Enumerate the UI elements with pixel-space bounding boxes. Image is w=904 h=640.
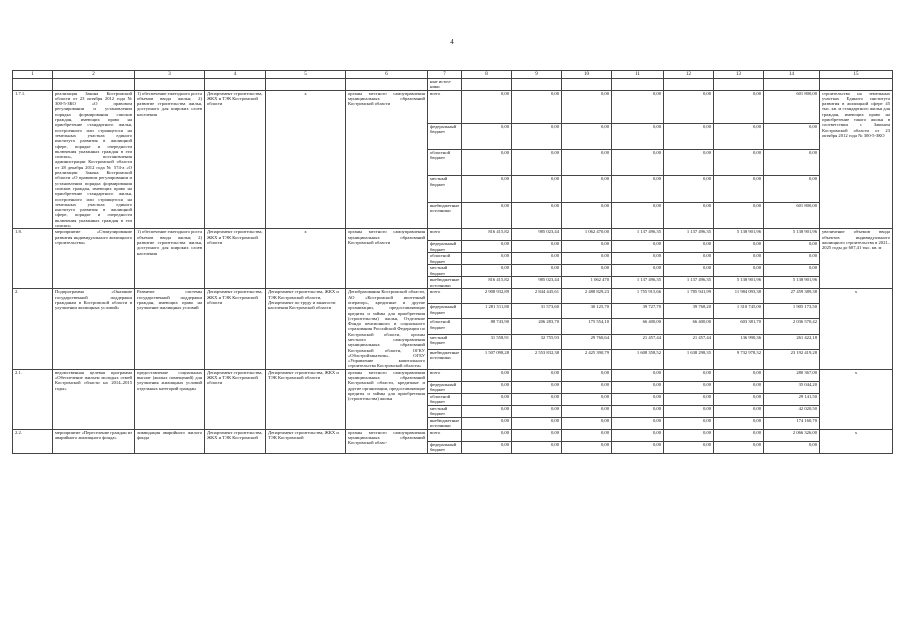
amount-cell: 2 066 326,00 [764, 429, 820, 441]
amount-cell: 0,00 [612, 90, 664, 123]
amount-cell: 0,00 [512, 393, 562, 405]
amount-cell: 1 638 298,35 [664, 349, 714, 369]
column-number-row [13, 71, 893, 79]
amount-cell: 0,00 [562, 417, 612, 429]
table-row [13, 90, 893, 123]
column-number: 12 [664, 71, 714, 79]
amount-cell: 0,00 [714, 265, 764, 277]
co-executor: х [266, 229, 346, 289]
page-number: 4 [450, 38, 454, 46]
source-label: внебюджетные источники [428, 417, 462, 429]
amount-cell: 2 844 445,61 [512, 289, 562, 304]
amount-cell: 0,00 [462, 150, 512, 176]
amount-cell: 0,00 [664, 123, 714, 149]
row-number: 1.7.1. [13, 90, 53, 229]
amount-cell: 0,00 [714, 150, 764, 176]
amount-cell: 1 137 496,35 [664, 229, 714, 241]
activity-name: ведомственная целевая программа «Обеспечение жильем молодых семей Костромской области на 2014–2015 годы» [53, 369, 135, 429]
amount-cell: 0,00 [612, 417, 664, 429]
amount-cell: 0,00 [562, 253, 612, 265]
amount-cell: 0,00 [714, 405, 764, 417]
co-executor: х [266, 90, 346, 229]
row-number: 2. [13, 289, 53, 369]
amount-cell: 27 459 389,38 [764, 289, 820, 304]
amount-cell: 0,00 [612, 176, 664, 202]
co-executor: Департамент строительства, ЖКХ и ТЭК Костромской области [266, 369, 346, 429]
amount-cell: 0,00 [562, 241, 612, 253]
amount-cell: 0,00 [462, 393, 512, 405]
amount-cell: 0,00 [764, 441, 820, 453]
column-number: 1 [13, 71, 53, 79]
amount-cell: 0,00 [462, 369, 512, 381]
table-row [13, 229, 893, 241]
amount-cell: 0,00 [512, 150, 562, 176]
amount-cell: 0,00 [512, 123, 562, 149]
source-label: федеральный бюджет [428, 304, 462, 319]
amount-cell: 261 422,18 [764, 334, 820, 349]
amount-cell: 1 137 496,35 [612, 229, 664, 241]
amount-cell: 0,00 [664, 265, 714, 277]
amount-cell: 0,00 [562, 265, 612, 277]
amount-cell: 31 558,91 [462, 334, 512, 349]
row-number: 1.8. [13, 229, 53, 289]
amount-cell: 0,00 [664, 381, 714, 393]
source-label: областной бюджет [428, 393, 462, 405]
column-number: 5 [266, 71, 346, 79]
amount-cell: 0,00 [664, 202, 714, 228]
source-label: федеральный бюджет [428, 381, 462, 393]
amount-cell: 0,00 [664, 241, 714, 253]
amount-cell: 0,00 [562, 150, 612, 176]
amount-cell: 0,00 [512, 253, 562, 265]
column-number: 9 [512, 71, 562, 79]
amount-cell: 0,00 [512, 417, 562, 429]
amount-cell: 136 990,36 [714, 334, 764, 349]
amount-cell: 0,00 [664, 393, 714, 405]
amount-cell: 0,00 [764, 150, 820, 176]
participants: органы местного самоуправления муниципальных образований Костромской области [346, 229, 428, 289]
amount-cell: 175 554,10 [562, 319, 612, 334]
participants: органы местного самоуправления муниципальных образований Костромской области [346, 90, 428, 229]
column-number: 14 [764, 71, 820, 79]
amount-cell: 1 905 173,50 [764, 304, 820, 319]
amount-cell: 985 023,44 [512, 277, 562, 289]
amount-cell: 21 457,44 [612, 334, 664, 349]
amount-cell: 0,00 [664, 253, 714, 265]
source-label: ные источ-ники [428, 79, 462, 91]
co-executor: Департамент строительства, ЖКХ и ТЭК Костромской области, Департамент по труду и занятости населения Костромской области [266, 289, 346, 369]
amount-cell: 174 160,70 [764, 417, 820, 429]
amount-cell: 0,00 [764, 265, 820, 277]
amount-cell: 0,00 [612, 265, 664, 277]
amount-cell: 0,00 [512, 369, 562, 381]
amount-cell: 29 760,64 [562, 334, 612, 349]
amount-cell: 0,00 [714, 441, 764, 453]
amount-cell: 816 415,82 [462, 229, 512, 241]
source-label: федеральный бюджет [428, 441, 462, 453]
objective: Развитие системы государственной поддержки граждан, имеющих право на улучшение жилищных условий [135, 289, 205, 369]
amount-cell: 0,00 [562, 202, 612, 228]
amount-cell: 0,00 [612, 441, 664, 453]
row-number: 2.1. [13, 369, 53, 429]
amount-cell: 0,00 [612, 381, 664, 393]
column-number: 4 [205, 71, 266, 79]
amount-cell: 0,00 [664, 176, 714, 202]
activity-name: мероприятие «Переселение граждан из аварийного жилищного фонда» [53, 429, 135, 453]
amount-cell: 0,00 [462, 241, 512, 253]
expected-result: х [820, 429, 893, 453]
amount-cell: 0,00 [562, 405, 612, 417]
amount-cell: 0,00 [512, 405, 562, 417]
participants: Депобразования Костромской области, АО «Костромской ипотечный оператор», кредитные и другие организации, предоставляющие кредиты и займы для приобретения (строительства) жилья, Отделение Фонда пенсионного и социального страхования Российской Федерации по Костромской области, органы местного самоуправления муниципальных образований Костромской области, ОГКУ «Облстройзаказчик», ОГБУ «Управление капитального строительства Костромской области» [346, 289, 428, 369]
amount-cell: 0,00 [714, 253, 764, 265]
responsible-executor: Департамент строительства, ЖКХ и ТЭК Костромской области [205, 90, 266, 229]
amount-cell: 0,00 [512, 381, 562, 393]
source-label: всего [428, 429, 462, 441]
amount-cell: 0,00 [612, 393, 664, 405]
amount-cell: 39 768,20 [664, 304, 714, 319]
amount-cell: 0,00 [462, 265, 512, 277]
amount-cell: 0,00 [462, 176, 512, 202]
amount-cell: 0,00 [512, 241, 562, 253]
source-label: областной бюджет [428, 253, 462, 265]
amount-cell: 0,00 [714, 429, 764, 441]
amount-cell: 0,00 [714, 90, 764, 123]
amount-cell: 1 507 098,28 [462, 349, 512, 369]
source-label: местный бюджет [428, 334, 462, 349]
participants: органы местного самоуправления муниципальных образований Костромской облас- [346, 429, 428, 453]
amount-cell: 0,00 [562, 176, 612, 202]
amount-cell: 0,00 [714, 176, 764, 202]
table-row [13, 429, 893, 441]
source-label: всего [428, 289, 462, 304]
amount-cell: 0,00 [462, 381, 512, 393]
amount-cell: 0,00 [664, 429, 714, 441]
amount-cell: 1 281 511,80 [462, 304, 512, 319]
source-label: местный бюджет [428, 405, 462, 417]
column-number: 7 [428, 71, 462, 79]
continuation-row [13, 79, 893, 91]
column-number: 10 [562, 71, 612, 79]
source-label: местный бюджет [428, 265, 462, 277]
amount-cell: 2 553 832,38 [512, 349, 562, 369]
amount-cell: 5 138 901,96 [714, 229, 764, 241]
amount-cell: 0,00 [562, 381, 612, 393]
amount-cell: 0,00 [764, 123, 820, 149]
amount-cell: 0,00 [512, 429, 562, 441]
amount-cell: 0,00 [714, 393, 764, 405]
participants: органы местного самоуправления муниципальных образований Костромской области, кредитные и другие организации, предоставляющие кредиты и займы для приобретения (строительства) жилья [346, 369, 428, 429]
amount-cell: 35 044,20 [764, 381, 820, 393]
source-label: внебюджетные источники [428, 277, 462, 289]
amount-cell: 0,00 [512, 441, 562, 453]
amount-cell: 985 023,44 [512, 229, 562, 241]
source-label: областной бюджет [428, 150, 462, 176]
amount-cell: 280 367,00 [764, 369, 820, 381]
amount-cell: 29 141,50 [764, 393, 820, 405]
responsible-executor: Департамент строительства, ЖКХ и ТЭК Костромской области [205, 289, 266, 369]
expected-result: х [820, 289, 893, 369]
amount-cell: 0,00 [664, 405, 714, 417]
column-number: 3 [135, 71, 205, 79]
amount-cell: 0,00 [462, 90, 512, 123]
amount-cell: 1 062 470,00 [562, 229, 612, 241]
amount-cell: 5 138 901,96 [764, 277, 820, 289]
amount-cell: 0,00 [612, 253, 664, 265]
amount-cell: 0,00 [462, 405, 512, 417]
co-executor: Департамент строительства, ЖКХ и ТЭК Костромской [266, 429, 346, 453]
source-label: федеральный бюджет [428, 241, 462, 253]
amount-cell: 0,00 [612, 150, 664, 176]
amount-cell: 0,00 [764, 176, 820, 202]
source-label: внебюджетные источники [428, 349, 462, 369]
column-number: 11 [612, 71, 664, 79]
column-number: 6 [346, 71, 428, 79]
amount-cell: 23 192 419,28 [764, 349, 820, 369]
source-label: местный бюджет [428, 176, 462, 202]
amount-cell: 0,00 [462, 429, 512, 441]
expected-result: строительство на земельных участках Единого института развития в жилищной сфере 45 тыс. кв. м стандартного жилья для граждан, имеющих право на приобретение такого жилья в соответствии с Законом Костромской области от 23 октября 2012 года № 300-5-ЗКО [820, 90, 893, 229]
amount-cell: 0,00 [664, 90, 714, 123]
amount-cell: 0,00 [512, 90, 562, 123]
amount-cell: 0,00 [714, 123, 764, 149]
amount-cell: 1 755 915,66 [612, 289, 664, 304]
table-row [13, 369, 893, 381]
amount-cell: 42 020,50 [764, 405, 820, 417]
amount-cell: 1 785 941,99 [664, 289, 714, 304]
amount-cell: 2 036 570,42 [764, 319, 820, 334]
amount-cell: 1 310 745,00 [714, 304, 764, 319]
amount-cell: 0,00 [714, 381, 764, 393]
amount-cell: 816 415,82 [462, 277, 512, 289]
amount-cell: 0,00 [664, 441, 714, 453]
responsible-executor: Департамент строительства, ЖКХ и ТЭК Костромской [205, 429, 266, 453]
objective: 1) обеспечение ежегодного роста объемов ввода жилья; 2) развитие строительства жилья, доступного для широких слоев населения [135, 90, 205, 229]
amount-cell: 2 908 932,89 [462, 289, 512, 304]
amount-cell: 0,00 [562, 90, 612, 123]
funding-table [12, 70, 893, 454]
source-label: всего [428, 229, 462, 241]
amount-cell: 0,00 [462, 253, 512, 265]
responsible-executor: Департамент строительства, ЖКХ и ТЭК Костромской области [205, 229, 266, 289]
amount-cell: 0,00 [462, 202, 512, 228]
amount-cell: 5 138 901,96 [764, 229, 820, 241]
amount-cell: 2 425 390,79 [562, 349, 612, 369]
amount-cell: 32 755,93 [512, 334, 562, 349]
objective: 1) обеспечение ежегодного роста объемов ввода жилья; 2) развитие строительства жилья, доступного для широких слоев населения [135, 229, 205, 289]
amount-cell: 0,00 [714, 241, 764, 253]
activity-name: мероприятие «Стимулирование развития индивидуального жилищного строительства» [53, 229, 135, 289]
amount-cell: 0,00 [462, 123, 512, 149]
amount-cell: 1 137 496,35 [664, 277, 714, 289]
row-number: 2.2. [13, 429, 53, 453]
amount-cell: 0,00 [664, 150, 714, 176]
amount-cell: 0,00 [664, 369, 714, 381]
amount-cell: 601 800,00 [764, 202, 820, 228]
expected-result: увеличение объемов ввода объектов индивидуального жилищного строительства в 2021–2025 годы до 607,41 тыс. кв. м [820, 229, 893, 289]
amount-cell: 0,00 [612, 202, 664, 228]
activity-name: реализация Закона Костромской области от 23 октября 2012 года № 300-5-ЗКО «О правовом регулировании и установлении порядка формирования списков граждан, имеющих право на приобретение стандартного жилья, построенного или строящегося на земельных участках единого института развития в жилищной сфере, порядке и очередности включения указанных граждан в эти списки», постановления администрации Костромской области от 28 декабря 2012 года № 574-а «О реализации Закона Костромской области «О правовом регулировании и установлении порядка формирования списков граждан, имеющих право на приобретение стандартного жилья, построенного или строящегося на земельных участках единого института развития в жилищной сфере, порядке и очередности включения указанных граждан в эти списки» [53, 90, 135, 229]
amount-cell: 206 283,70 [512, 319, 562, 334]
source-label: всего [428, 90, 462, 123]
amount-cell: 0,00 [764, 253, 820, 265]
amount-cell: 21 457,44 [664, 334, 714, 349]
amount-cell: 1 062 470 [562, 277, 612, 289]
table-row [13, 289, 893, 304]
column-number: 2 [53, 71, 135, 79]
amount-cell: 0,00 [512, 202, 562, 228]
amount-cell: 39 727,70 [612, 304, 664, 319]
amount-cell: 0,00 [562, 369, 612, 381]
amount-cell: 0,00 [562, 393, 612, 405]
amount-cell: 11 984 093,38 [714, 289, 764, 304]
column-number: 15 [820, 71, 893, 79]
amount-cell: 31 573,60 [512, 304, 562, 319]
source-label: областной бюджет [428, 319, 462, 334]
source-label: внебюджетные источники [428, 202, 462, 228]
amount-cell: 1 608 358,52 [612, 349, 664, 369]
source-label: всего [428, 369, 462, 381]
amount-cell: 0,00 [512, 176, 562, 202]
amount-cell: 0,00 [612, 429, 664, 441]
amount-cell: 5 138 901,96 [714, 277, 764, 289]
amount-cell: 0,00 [664, 417, 714, 429]
amount-cell: 0,00 [562, 441, 612, 453]
responsible-executor: Департамент строительства, ЖКХ и ТЭК Костромской области [205, 369, 266, 429]
column-number: 13 [714, 71, 764, 79]
objective: предоставление социальных выплат (жилых помещений) для улучшения жилищных условий отдельных категорий граждан [135, 369, 205, 429]
column-number: 8 [462, 71, 512, 79]
amount-cell: 88 743,90 [462, 319, 512, 334]
amount-cell: 9 732 978,32 [714, 349, 764, 369]
amount-cell: 601 800,00 [764, 90, 820, 123]
amount-cell: 0,00 [612, 123, 664, 149]
source-label: федеральный бюджет [428, 123, 462, 149]
amount-cell: 0,00 [562, 429, 612, 441]
amount-cell: 1 137 496,35 [612, 277, 664, 289]
amount-cell: 66 400,00 [612, 319, 664, 334]
amount-cell: 30 125,70 [562, 304, 612, 319]
amount-cell: 0,00 [612, 369, 664, 381]
amount-cell: 0,00 [612, 405, 664, 417]
amount-cell: 0,00 [714, 202, 764, 228]
amount-cell: 0,00 [462, 441, 512, 453]
amount-cell: 603 381,70 [714, 319, 764, 334]
amount-cell: 0,00 [462, 417, 512, 429]
activity-name: Подпрограмма «Оказание государственной поддержки гражданам в Костромской области в улучшении жилищных условий» [53, 289, 135, 369]
amount-cell: 66 400,00 [664, 319, 714, 334]
amount-cell: 0,00 [714, 417, 764, 429]
amount-cell: 0,00 [562, 123, 612, 149]
amount-cell: 0,00 [612, 241, 664, 253]
expected-result: х [820, 369, 893, 429]
amount-cell: 0,00 [714, 369, 764, 381]
amount-cell: 0,00 [764, 241, 820, 253]
amount-cell: 2 488 829,23 [562, 289, 612, 304]
amount-cell: 0,00 [512, 265, 562, 277]
objective: ликвидация аварийного жилого фонда [135, 429, 205, 453]
